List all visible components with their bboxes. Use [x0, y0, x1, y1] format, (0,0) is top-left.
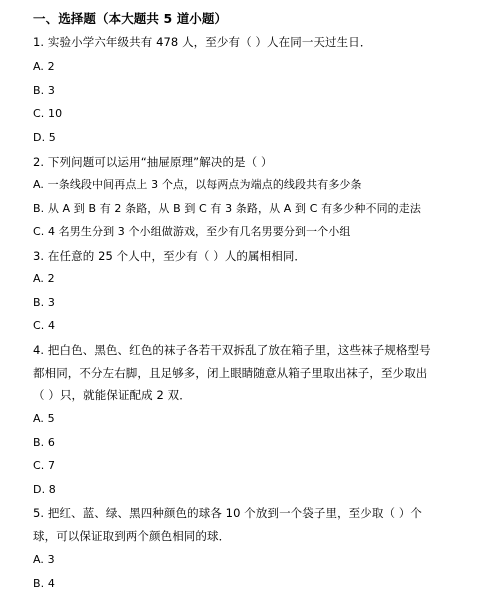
- question-1-option-b: B. 3: [33, 84, 55, 97]
- question-2-option-a: A. 一条线段中间再点上 3 个点，以每两点为端点的线段共有多少条: [33, 178, 362, 191]
- question-3-text: 3. 在任意的 25 个人中，至少有（ ）人的属相相同．: [33, 249, 307, 263]
- question-2-option-c: C. 4 名男生分到 3 个小组做游戏，至少有几名男要分到一个小组: [33, 225, 351, 238]
- question-1-text: 1. 实验小学六年级共有 478 人，至少有（ ）人在同一天过生日．: [33, 35, 372, 49]
- question-5-option-b: B. 4: [33, 577, 55, 590]
- question-4-text-line-2: 都相同，不分左右脚，且足够多，闭上眼睛随意从箱子里取出袜子，至少取出: [33, 366, 428, 380]
- question-4-option-a: A. 5: [33, 412, 55, 425]
- question-2-text: 2. 下列问题可以运用“抽屉原理”解决的是（ ）: [33, 155, 273, 169]
- question-1-option-d: D. 5: [33, 131, 56, 144]
- question-4-text-line-3: （ ）只，就能保证配成 2 双．: [33, 388, 191, 402]
- question-4-option-c: C. 7: [33, 459, 56, 472]
- question-3-option-b: B. 3: [33, 296, 55, 309]
- question-5-text-line-1: 5. 把红、蓝、绿、黑四种颜色的球各 10 个放到一个袋子里，至少取（ ）个: [33, 506, 423, 520]
- question-3-option-c: C. 4: [33, 319, 56, 332]
- question-1-option-c: C. 10: [33, 107, 63, 120]
- question-4-option-b: B. 6: [33, 436, 55, 449]
- question-4-option-d: D. 8: [33, 483, 56, 496]
- question-4-text-line-1: 4. 把白色、黑色、红色的袜子各若干双拆乱了放在箱子里，这些袜子规格型号: [33, 343, 431, 357]
- question-5-option-a: A. 3: [33, 553, 55, 566]
- question-5-text-line-2: 球，可以保证取到两个颜色相同的球．: [33, 529, 231, 543]
- question-3-option-a: A. 2: [33, 272, 55, 285]
- question-1-option-a: A. 2: [33, 60, 55, 73]
- section-title: 一、选择题（本大题共 5 道小题）: [33, 11, 228, 26]
- question-2-option-b: B. 从 A 到 B 有 2 条路，从 B 到 C 有 3 条路，从 A 到 C 有多少种不同的走法: [33, 202, 421, 215]
